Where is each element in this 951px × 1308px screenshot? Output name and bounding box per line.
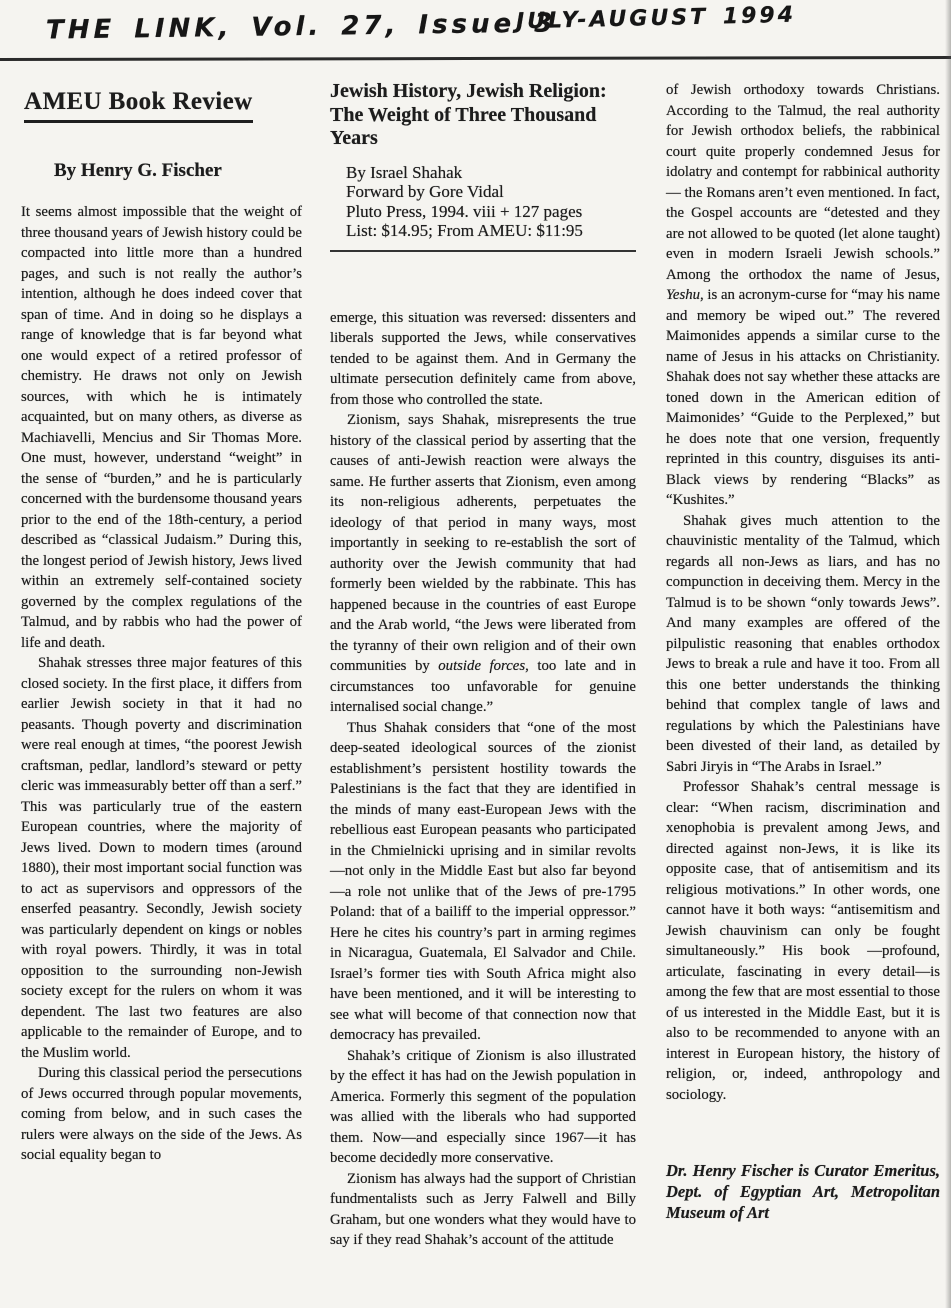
book-detail-line: List: $14.95; From AMEU: $11:95 bbox=[346, 221, 583, 240]
text-segment: of Jewish orthodoxy towards Christians. According to the Talmud, the real authority for Jewish orthodox beliefs, the rabbinical court quite properly condemned Jesus for idolatry and contempt for rabbinical authority — the Romans aren’t even mentioned. In fact, the Gospel accounts are “detested and they are not allowed to be quoted (let alone taught) even in modern Israeli Jewish schools.” Among the orthodox the name of Jesus, bbox=[666, 82, 940, 283]
paragraph bbox=[666, 80, 940, 511]
text-segment: emerge, this situation was reversed: dissenters and liberals supported the Jews, while conservatives tended to be against them. And in Germany the ultimate persecution definitely came from above, from those who controlled the state. bbox=[330, 309, 636, 408]
paragraph bbox=[330, 718, 636, 1046]
text-segment: Shahak gives much attention to the chauvinistic mentality of the Talmud, which regards all non-Jews as liars, and has no compunction in deceiving them. Mercy in the Talmud is to be shown “only towards Jews”. And many examples are offered of the pilpulistic reasoning that enables orthodox Jews to break a rule and have it too. From all this one better understands the thinking behind that complex tangle of laws and regulations by which the Palestinians have been divested of their land, as detailed by Sabri Jiryis in “The Arabs in Israel.” bbox=[666, 512, 940, 775]
text-segment: , too late and in circumstances too unfavorable for genuine internalised social change.” bbox=[330, 658, 637, 715]
book-detail-line: Forward by Gore Vidal bbox=[346, 182, 504, 201]
text-segment: Professor Shahak’s central message is clear: “When racism, discrimination and xenophobia is prevalent among Jews, and directed against non-Jews, it is like its opposite case, that of antisemitism and its religious motivations.” In other words, one cannot have it both ways: “antisemitism and Jewish chauvinism can only be fought simultaneously.” His book —profound, articulate, fascinating in every detail—is among the few that are most essential to those of us interested in the Middle East, but it is also to be recommended to anyone with an interest in European history, the history of religion, or, indeed, anthropology and sociology. bbox=[666, 779, 940, 1103]
masthead-rule bbox=[0, 56, 951, 61]
paragraph bbox=[330, 308, 636, 411]
section-heading bbox=[24, 88, 302, 123]
text-segment: Zionism has always had the support of Christian fundmentalists such as Jerry Falwell and Billy Graham, but one wonders what they would have to say if they read Shahak’s account of the attitude bbox=[330, 1170, 636, 1248]
italic-text-segment: Yeshu bbox=[666, 287, 700, 303]
paragraph bbox=[666, 511, 940, 778]
paragraph bbox=[21, 202, 302, 653]
paragraph bbox=[21, 653, 302, 1063]
book-title-line: Jewish History, Jewish Religion: bbox=[330, 80, 607, 102]
section-heading-text: AMEU Book Review bbox=[24, 88, 253, 123]
handwritten-issue-date: JULY-AUGUST 1994 bbox=[515, 2, 797, 35]
book-detail-line: Pluto Press, 1994. viii + 127 pages bbox=[346, 201, 583, 221]
paragraph bbox=[330, 410, 636, 718]
book-title bbox=[330, 80, 636, 151]
text-segment: It seems almost impossible that the weight of three thousand years of Jewish history could be compacted into little more than a hundred pages, and such is not really the author’s intention, although he does indeed cover that span of time. And in doing so he displays a range of knowledge that is far beyond what one would expect of a retired professor of chemistry. He draws not only on Jewish sources, with which he is intimately acquainted, but on many others, as diverse as Machiavelli, Mencius and Sir Thomas More. One must, however, understand “weight” in the sense of “burden,” and he is particularly concerned with the burdensome thousand years prior to the end of the 18th-century, a period described as “classical Judaism.” During this, the longest period of Jewish history, Jews lived within an extremely self-contained society governed by the complex regulations of the Talmud, and by rabbis who had the power of life and death. bbox=[21, 204, 302, 651]
column-left bbox=[21, 80, 302, 1166]
column-1-text bbox=[21, 202, 302, 1166]
text-segment: , is an acronym-curse for “may his name and memory be wiped out.” The revered Maimonides appends a similar curse to the name of Jesus in his attacks on Christianity. Shahak does not say whether these attacks are toned down in the American edition of Maimonides’ “Guide to the Perplexed,” but he does note that one version, frequently reprinted in this country, disguises its anti-Black views by rendering “Blacks” as “Kushites.” bbox=[666, 287, 940, 508]
text-segment: During this classical period the persecutions of Jews occurred through popular movements, coming from below, and in such cases the rulers were always on the side of the Jews. As social equality began to bbox=[21, 1065, 302, 1163]
handwritten-journal-title: THE LINK, Vol. 27, Issue 3 bbox=[45, 8, 557, 46]
book-title-line: The Weight of Three Thousand Years bbox=[330, 103, 597, 149]
italic-text-segment: outside forces bbox=[438, 658, 526, 674]
paragraph bbox=[330, 1046, 636, 1169]
column-3-text bbox=[666, 80, 940, 1105]
reviewer-byline: By Henry G. Fischer bbox=[54, 160, 222, 181]
author-credit: Dr. Henry Fischer is Curator Emeritus, Dept. of Egyptian Art, Metropolitan Museum of Art bbox=[666, 1161, 940, 1222]
text-segment: Thus Shahak considers that “one of the most deep-seated ideological sources of the zionist establishment’s persistent hostility towards the Palestinians is the fact that they are identified in the minds of many east-European Jews with the rebellious east European peasants who participated in the Chmielnicki uprising and in similar revolts—not only in the Middle East but also far beyond—a role not unlike that of the Jews of pre-1795 Poland: that of a bailiff to the imperial oppressor.” Here he cites his country’s part in arming regimes in Nicaragua, Guatemala, El Salvador and Chile. Israel’s former ties with South Africa might also have been mentioned, and it will be interesting to see what will become of that connection now that democracy has prevailed. bbox=[330, 719, 636, 1043]
paragraph bbox=[330, 1169, 636, 1251]
paragraph bbox=[666, 777, 940, 1105]
book-details bbox=[346, 163, 636, 241]
column-middle bbox=[330, 80, 636, 1251]
book-detail-line: By Israel Shahak bbox=[346, 162, 463, 182]
column-2-text bbox=[330, 308, 636, 1251]
paragraph bbox=[21, 1063, 302, 1166]
text-segment: Shahak stresses three major features of this closed society. In the first place, it differs from earlier Jewish society in that it had no peasants. Though poverty and discrimination were real enough at times, “the poorest Jewish craftsman, pedlar, landlord’s steward or petty cleric was immeasurably better off than a serf.” This was particularly true of the eastern European countries, where the majority of Jews lived. Down to modern times (around 1880), their most important social function was to act as supervisors and oppressors of the enserfed peasantry. Secondly, Jewish society was particularly dependent on kings or nobles with royal powers. Thirdly, it was in total opposition to the surrounding non-Jewish society except for the rulers on whom it was dependent. The last two features are also applicable to the remainder of Europe, and to the Muslim world. bbox=[21, 655, 302, 1061]
text-segment: Shahak’s critique of Zionism is also illustrated by the effect it has had on the Jewish population in America. Formerly this segment of the population was allied with the liberals who had supported them. Now—and especially since 1967—it has become decidedly more conservative. bbox=[330, 1047, 636, 1166]
book-info-rule bbox=[330, 250, 636, 252]
column-right bbox=[666, 80, 940, 1223]
text-segment: Zionism, says Shahak, misrepresents the true history of the classical period by asserting that the causes of anti-Jewish reaction were always the same. He further asserts that Zionism, even among its non-religious adherents, perpetuates the ideology of that period in many ways, most importantly in seeking to re-establish the sort of authority over the Jewish community that had formerly been wielded by the rabbinate. This has happened because in the countries of east Europe and the Arab world, “the Jews were liberated from the tyranny of their own religion and of their own communities by bbox=[330, 412, 636, 674]
